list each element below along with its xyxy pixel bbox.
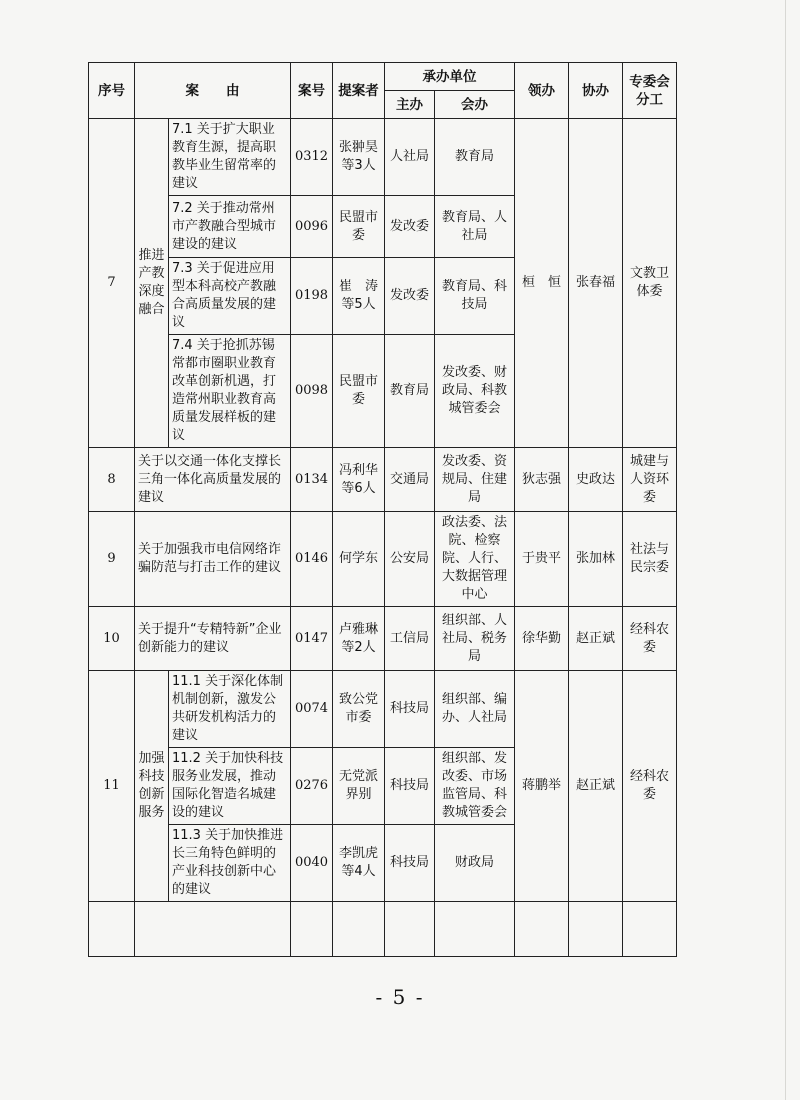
host-cell: 教育局 bbox=[385, 335, 435, 448]
assist-cell: 发改委、资规局、住建局 bbox=[435, 448, 515, 512]
host-cell: 发改委 bbox=[385, 258, 435, 335]
case-no-cell: 0134 bbox=[291, 448, 333, 512]
table-row bbox=[89, 119, 677, 196]
lead-cell: 蒋鹏举 bbox=[515, 671, 569, 902]
host-cell: 发改委 bbox=[385, 196, 435, 258]
case-no-cell: 0312 bbox=[291, 119, 333, 196]
proposer-cell: 张翀昊等3人 bbox=[333, 119, 385, 196]
table-row bbox=[89, 607, 677, 671]
host-cell: 科技局 bbox=[385, 825, 435, 902]
case-no-cell: 0096 bbox=[291, 196, 333, 258]
reason-cell: 11.3 关于加快推进长三角特色鲜明的产业科技创新中心的建议 bbox=[169, 825, 291, 902]
coop-cell: 赵正斌 bbox=[569, 607, 623, 671]
reason-cell: 11.1 关于深化体制机制创新，激发公共研发机构活力的建议 bbox=[169, 671, 291, 748]
lead-cell: 桓 恒 bbox=[515, 119, 569, 448]
proposer-cell: 崔 涛等5人 bbox=[333, 258, 385, 335]
category-cell: 推进产教深度融合 bbox=[135, 119, 169, 448]
table-row bbox=[89, 448, 677, 512]
coop-cell: 张春福 bbox=[569, 119, 623, 448]
reason-cell: 7.2 关于推动常州市产教融合型城市建设的建议 bbox=[169, 196, 291, 258]
seq-cell: 10 bbox=[89, 607, 135, 671]
proposer-cell: 李凯虎等4人 bbox=[333, 825, 385, 902]
host-cell: 公安局 bbox=[385, 512, 435, 607]
reason-cell: 7.4 关于抢抓苏锡常都市圈职业教育改革创新机遇，打造常州职业教育高质量发展样板的建议 bbox=[169, 335, 291, 448]
assist-cell: 组织部、人社局、税务局 bbox=[435, 607, 515, 671]
lead-cell: 徐华勤 bbox=[515, 607, 569, 671]
host-cell: 科技局 bbox=[385, 671, 435, 748]
proposer-cell: 民盟市委 bbox=[333, 196, 385, 258]
assist-cell: 教育局、科技局 bbox=[435, 258, 515, 335]
table-row bbox=[89, 512, 677, 607]
header-host: 主办 bbox=[385, 91, 435, 119]
coop-cell: 史政达 bbox=[569, 448, 623, 512]
proposer-cell: 无党派界别 bbox=[333, 748, 385, 825]
case-no-cell: 0098 bbox=[291, 335, 333, 448]
seq-cell: 8 bbox=[89, 448, 135, 512]
proposal-table bbox=[88, 62, 677, 957]
header-assist: 会办 bbox=[435, 91, 515, 119]
case-no-cell: 0074 bbox=[291, 671, 333, 748]
seq-cell: 11 bbox=[89, 671, 135, 902]
page-edge bbox=[785, 0, 786, 1100]
committee-cell: 经科农委 bbox=[623, 671, 677, 902]
header-seq: 序号 bbox=[89, 63, 135, 119]
seq-cell: 7 bbox=[89, 119, 135, 448]
assist-cell: 政法委、法院、检察院、人行、大数据管理中心 bbox=[435, 512, 515, 607]
assist-cell: 教育局、人社局 bbox=[435, 196, 515, 258]
case-no-cell: 0276 bbox=[291, 748, 333, 825]
category-cell: 加强科技创新服务 bbox=[135, 671, 169, 902]
host-cell: 工信局 bbox=[385, 607, 435, 671]
coop-cell: 赵正斌 bbox=[569, 671, 623, 902]
lead-cell: 狄志强 bbox=[515, 448, 569, 512]
committee-cell: 城建与人资环委 bbox=[623, 448, 677, 512]
reason-cell: 11.2 关于加快科技服务业发展，推动国际化智造名城建设的建议 bbox=[169, 748, 291, 825]
case-no-cell: 0147 bbox=[291, 607, 333, 671]
page-number: - 5 - bbox=[375, 985, 425, 1009]
proposer-cell: 冯利华等6人 bbox=[333, 448, 385, 512]
reason-cell: 7.3 关于促进应用型本科高校产教融合高质量发展的建议 bbox=[169, 258, 291, 335]
seq-cell: 9 bbox=[89, 512, 135, 607]
committee-cell: 文教卫体委 bbox=[623, 119, 677, 448]
committee-cell: 经科农委 bbox=[623, 607, 677, 671]
reason-cell: 关于以交通一体化支撑长三角一体化高质量发展的建议 bbox=[135, 448, 291, 512]
case-no-cell: 0040 bbox=[291, 825, 333, 902]
empty-row bbox=[89, 902, 677, 957]
coop-cell: 张加林 bbox=[569, 512, 623, 607]
reason-cell: 7.1 关于扩大职业教育生源，提高职教毕业生留常率的建议 bbox=[169, 119, 291, 196]
assist-cell: 教育局 bbox=[435, 119, 515, 196]
committee-cell: 社法与民宗委 bbox=[623, 512, 677, 607]
header-coop: 协办 bbox=[569, 63, 623, 119]
header-proposer: 提案者 bbox=[333, 63, 385, 119]
proposer-cell: 民盟市委 bbox=[333, 335, 385, 448]
reason-cell: 关于提升“专精特新”企业创新能力的建议 bbox=[135, 607, 291, 671]
assist-cell: 组织部、编办、人社局 bbox=[435, 671, 515, 748]
host-cell: 交通局 bbox=[385, 448, 435, 512]
header-reason: 案 由 bbox=[135, 63, 291, 119]
header-lead: 领办 bbox=[515, 63, 569, 119]
proposer-cell: 何学东 bbox=[333, 512, 385, 607]
header-dept: 承办单位 bbox=[385, 63, 515, 91]
assist-cell: 发改委、财政局、科教城管委会 bbox=[435, 335, 515, 448]
case-no-cell: 0198 bbox=[291, 258, 333, 335]
lead-cell: 于贵平 bbox=[515, 512, 569, 607]
reason-cell: 关于加强我市电信网络诈骗防范与打击工作的建议 bbox=[135, 512, 291, 607]
assist-cell: 财政局 bbox=[435, 825, 515, 902]
header-case-no: 案号 bbox=[291, 63, 333, 119]
host-cell: 人社局 bbox=[385, 119, 435, 196]
header-committee: 专委会分工 bbox=[623, 63, 677, 119]
table-row bbox=[89, 671, 677, 748]
case-no-cell: 0146 bbox=[291, 512, 333, 607]
host-cell: 科技局 bbox=[385, 748, 435, 825]
proposer-cell: 致公党市委 bbox=[333, 671, 385, 748]
proposer-cell: 卢雅琳等2人 bbox=[333, 607, 385, 671]
assist-cell: 组织部、发改委、市场监管局、科教城管委会 bbox=[435, 748, 515, 825]
